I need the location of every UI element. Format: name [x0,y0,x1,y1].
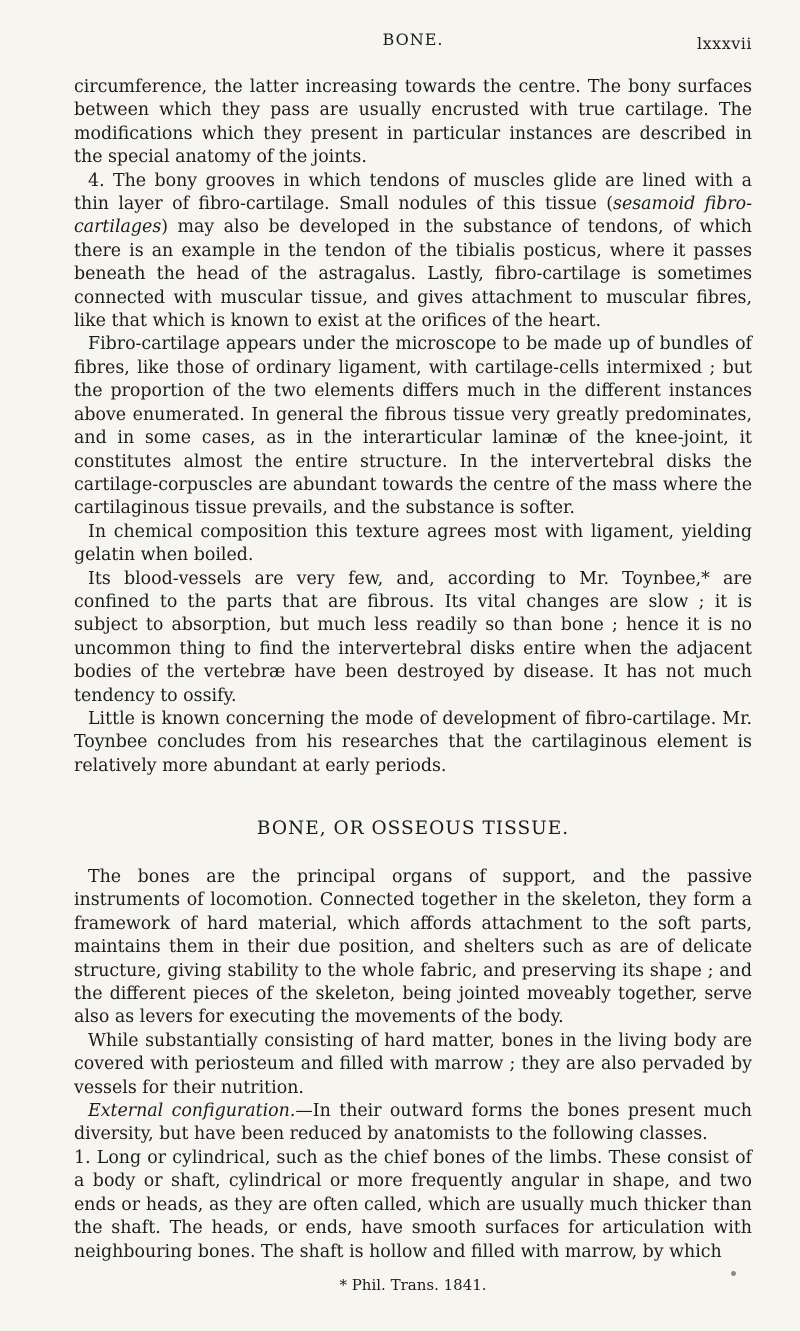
paragraph-chemical-composition: In chemical composition this texture agrees most with ligament, yielding gelatin when boiled. [74,521,752,566]
paragraph-text: 4. The bony grooves in which tendons of muscles glide are lined with a thin layer of fibro-cartilage. Small nodules of this tissue ( [74,170,752,215]
page-number: lxxxvii [697,34,752,53]
paragraph-blood-vessels: Its blood-vessels are very few, and, according to Mr. Toynbee,* are confined to the parts that are fibrous. Its vital changes are slow ; it is subject to absorption, but much less readily so than bone ; hence it is no uncommon thing to find the intervertebral disks entire when the adjacent bodies of the vertebræ have been destroyed by disease. It has not much tendency to ossify. [74,568,752,706]
paragraph-substantially: While substantially consisting of hard matter, bones in the living body are covered with periosteum and filled with marrow ; they are also pervaded by vessels for their nutrition. [74,1030,752,1098]
running-title: BONE. [382,30,444,49]
paragraph-long-bones: 1. Long or cylindrical, such as the chief bones of the limbs. These consist of a body or shaft, cylindrical or more frequently angular in shape, and two ends or heads, as they are often called, which are usually much thicker than the shaft. The heads, or ends, have smooth surfaces for articulation with neighbouring bones. The shaft is hollow and filled with marrow, by which [74,1147,752,1262]
italic-heading: External configuration. [88,1101,296,1122]
paragraph-bones-organs: The bones are the principal organs of support, and the passive instruments of locomotion. Connected together in the skeleton, they form a framework of hard material, which affords attachment to the soft parts, maintains them in their due position, and shelters such as are of delicate structure, giving stability to the whole fabric, and preserving its shape ; and the different pieces of the skeleton, being jointed moveably together, serve also as levers for executing the movements of the body. [74,867,752,1028]
paragraph-fibro-cartilage-grooves [74,170,752,334]
paragraph-text: ) may also be developed in the substance of tendons, of which there is an example in the tendon of the tibialis posticus, where it passes beneath the head of the astragalus. Lastly, fibro-cartilage is sometimes connected with muscular tissue, and gives attachment to muscular fibres, like that which is known to exist at the orifices of the heart. [74,217,752,332]
paragraph-text: —In their outward forms the bones present much diversity, but have been reduced by anatomists to the following classes. [74,1101,753,1145]
ink-speck [731,1271,736,1276]
footnote: * Phil. Trans. 1841. [339,1276,487,1294]
running-header [74,30,752,54]
upper-text-block [74,76,752,778]
paragraph-microscope: Fibro-cartilage appears under the microscope to be made up of bundles of fibres, like those of ordinary ligament, with cartilage-cells intermixed ; but the proportion of the two elements differs much in the different instances above enumerated. In general the fibrous tissue very greatly predominates, and in some cases, as in the interarticular laminæ of the knee-joint, it constitutes almost the entire structure. In the intervertebral disks the cartilage-corpuscles are abundant towards the centre of the mass where the cartilaginous tissue prevails, and the substance is softer. [74,334,752,519]
paragraph-development: Little is known concerning the mode of development of fibro-cartilage. Mr. Toynbee concludes from his researches that the cartilaginous element is relatively more abundant at early periods. [74,708,752,776]
paragraph-external-configuration [74,1100,752,1147]
section-heading: BONE, OR OSSEOUS TISSUE. [256,818,570,839]
italic-term: sesamoid fibro-cartilages [74,194,752,238]
paragraph-continuation: circumference, the latter increasing towards the centre. The bony surfaces between which they pass are usually encrusted with true cartilage. The modifications which they present in particular instances are described in the special anatomy of the joints. [74,77,752,168]
lower-text-block [74,866,752,1264]
